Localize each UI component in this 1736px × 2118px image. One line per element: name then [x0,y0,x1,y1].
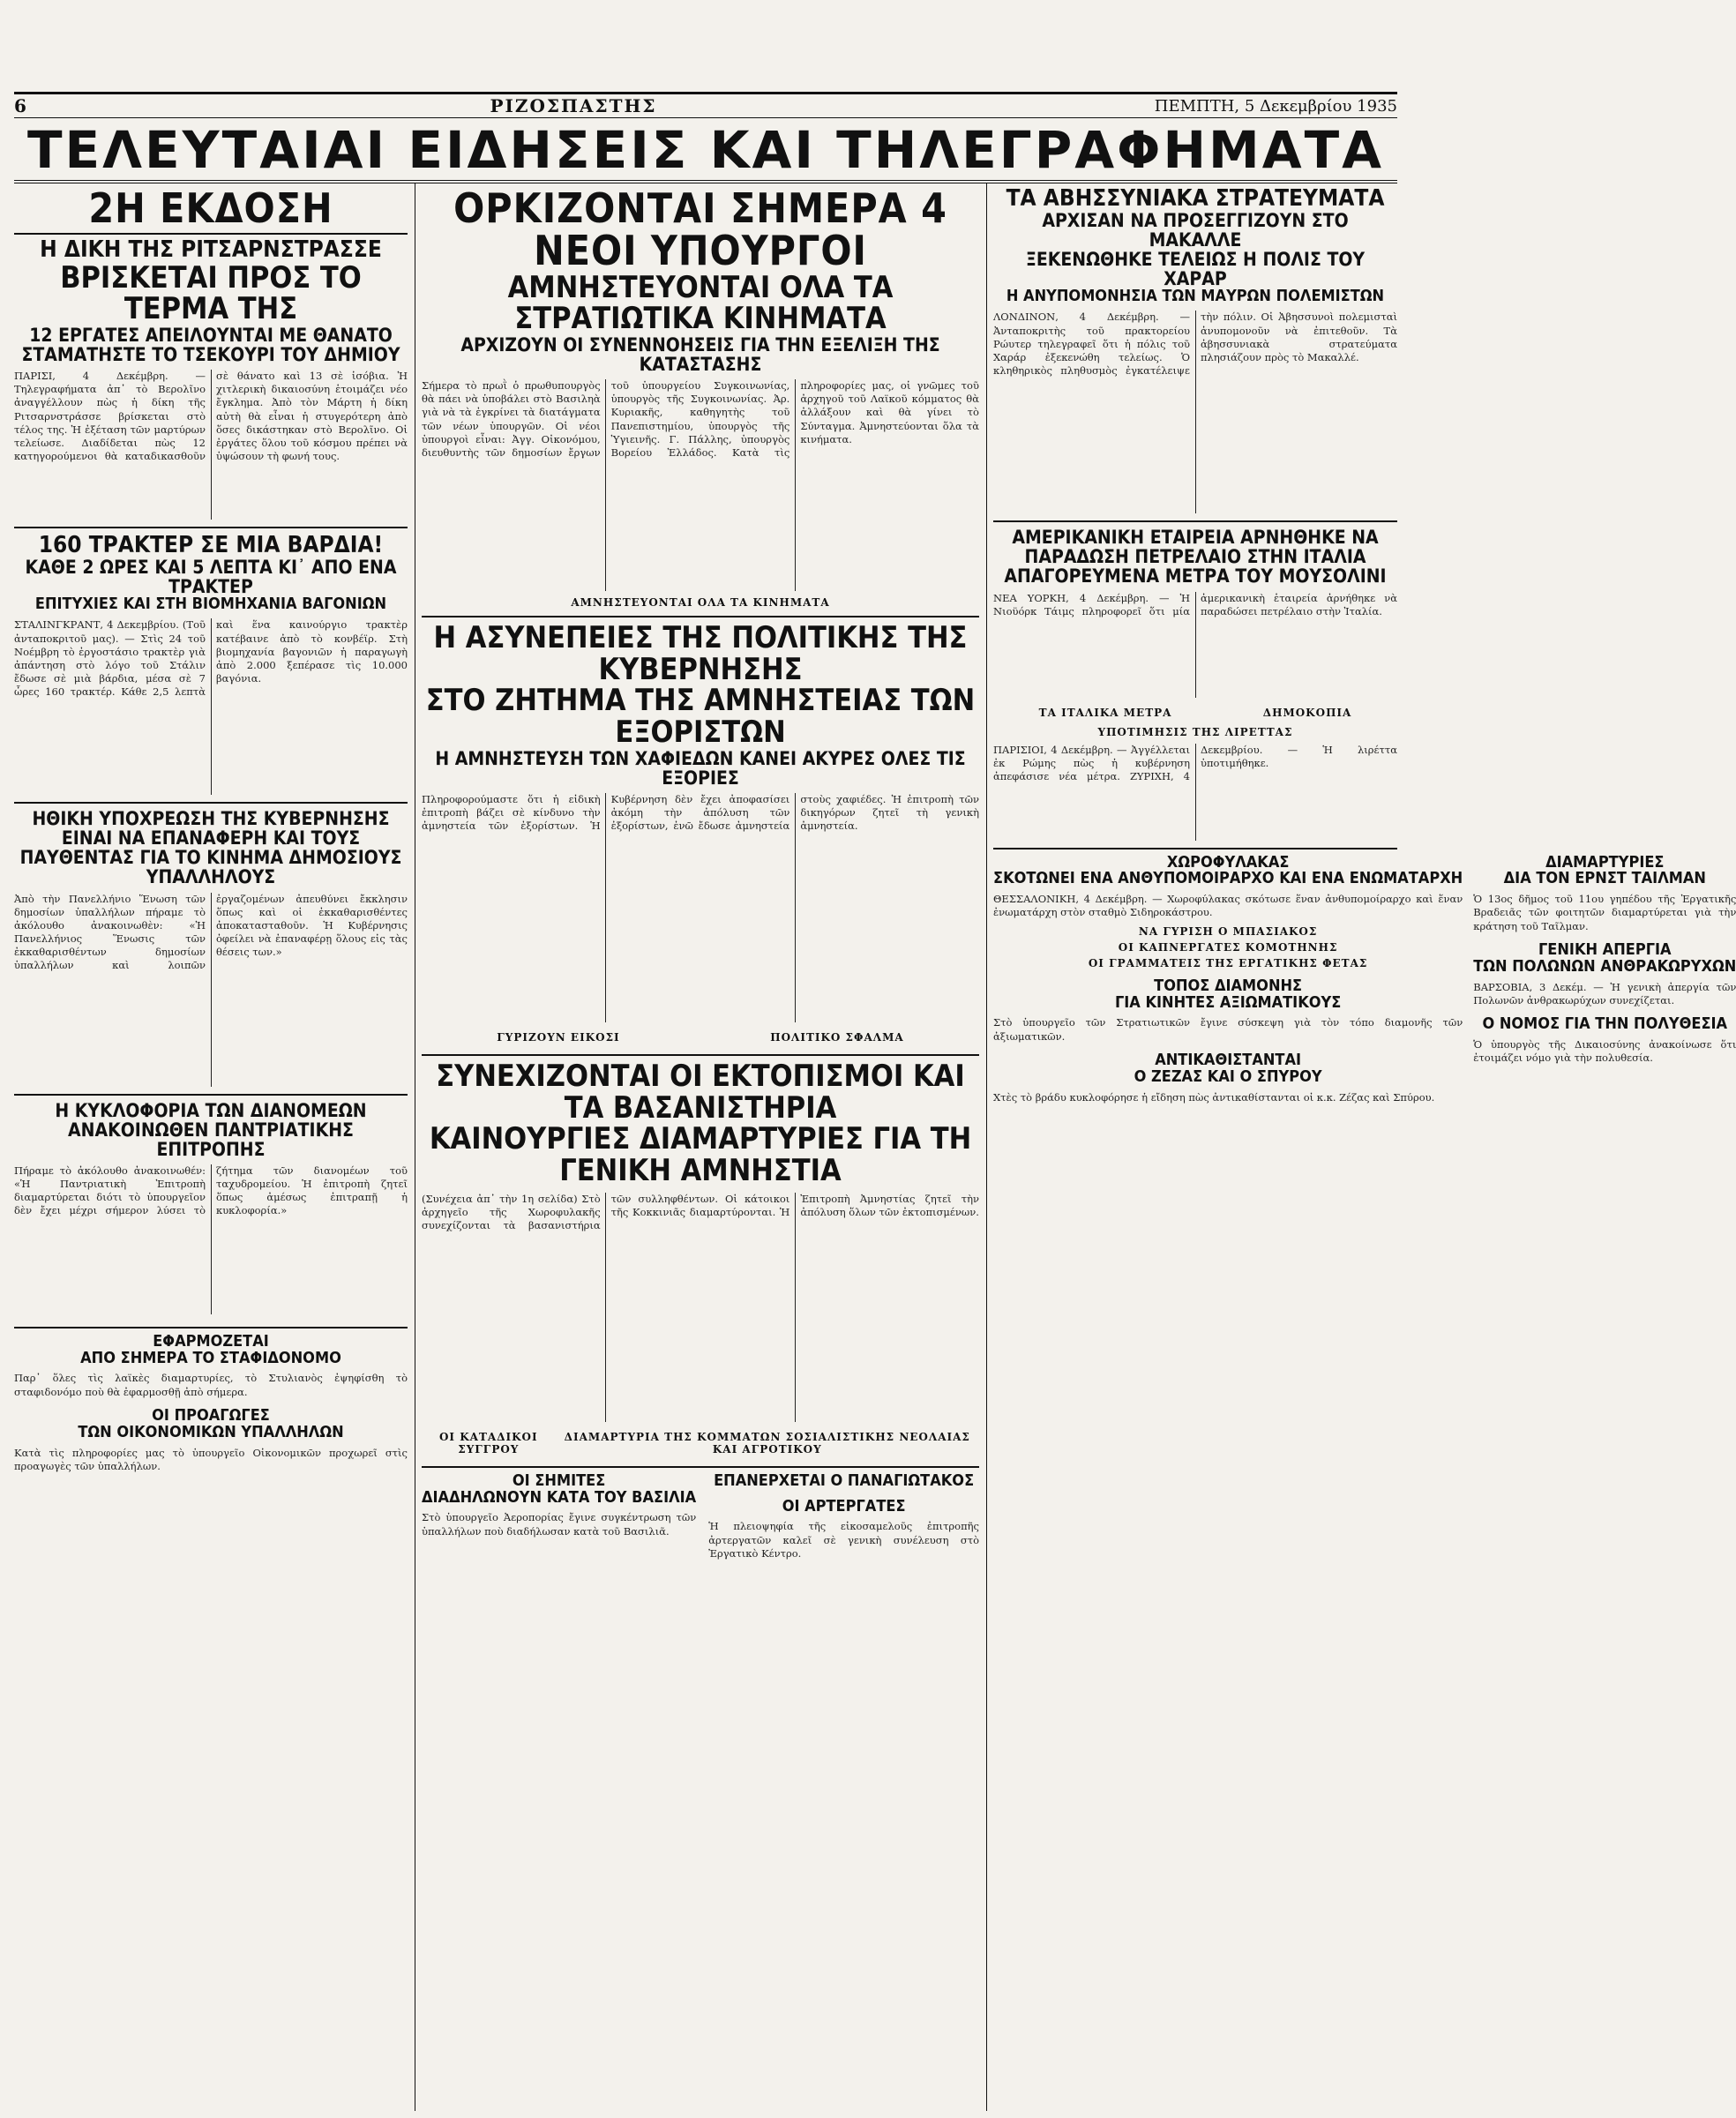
headline: 160 ΤΡΑΚΤΕΡ ΣΕ ΜΙΑ ΒΑΡΔΙΑ! [38,532,384,559]
headline: ΟΙ ΣΗΜΙΤΕΣ [512,1471,606,1490]
article-text: Κατὰ τὶς πληροφορίες μας τὸ ὑπουργεῖο Οἰκονομικῶν προχωρεῖ στὶς προαγωγὲς τῶν ὑπαλλήλων. [14,1446,408,1472]
headline: Η ΚΥΚΛΟΦΟΡΙΑ ΤΩΝ ΔΙΑΝΟΜΕΩΝ ΑΝΑΚΟΙΝΩΘΕΝ ΠΑΝΤΡΙΑΤΙΚΗΣ ΕΠΙΤΡΟΠΗΣ [55,1099,367,1160]
article-text: ΣΤΑΛΙΝΓΚΡΑΝΤ, 4 Δεκεμβρίου. (Τοῦ ἀνταποκριτοῦ μας). — Στὶς 24 τοῦ Νοέμβρη τὸ ἐργοστάσιο τρακτὲρ γιὰ ἀπάντηση στὸ λόγο τοῦ Στάλιν ἔδωσε σὲ μιὰ βάρδια, μέσα σὲ 7 ὧρες 160 τρακτέρ. Κάθε 2,5 λεπτὰ καὶ ἕνα καινούργιο τρακτὲρ κατέβαινε ἀπὸ τὸ κονβέϊρ. Στὴ βιομηχανία βαγονιῶν ἡ παραγωγὴ ἀπὸ 2.000 ξεπέρασε τὶς 10.000 βαγόνια. [14,618,408,699]
headline: ΤΑ ΑΒΗΣΣΥΝΙΑΚΑ ΣΤΡΑΤΕΥΜΑΤΑ [1006,185,1385,212]
headline: ΟΡΚΙΖΟΝΤΑΙ ΣΗΜΕΡΑ 4 ΝΕΟΙ ΥΠΟΥΡΓΟΙ [453,184,947,275]
headline: ΔΙΑΜΑΡΤΥΡΙΕΣ [1545,852,1665,872]
headline: ΑΡΧΙΖΟΥΝ ΟΙ ΣΥΝΕΝΝΟΗΣΕΙΣ ΓΙΑ ΤΗΝ ΕΞΕΛΙΞΗ ΤΗΣ ΚΑΤΑΣΤΑΣΗΣ [460,333,940,376]
article-text: ΠΑΡΙΣΙΟΙ, 4 Δεκέμβρη. — Ἀγγέλλεται ἐκ Ρώμης πὼς ἡ κυβέρνηση ἀπεφάσισε νέα μέτρα. ΖΥΡΙΧΗ, 4 Δεκεμβρίου. — Ἡ λιρέττα ὑποτιμήθηκε. [993,743,1397,782]
headline: ΑΜΝΗΣΤΕΥΟΝΤΑΙ ΟΛΑ ΤΑ ΣΤΡΑΤΙΩΤΙΚΑ ΚΙΝΗΜΑΤΑ [507,269,894,337]
headline: Η ΔΙΚΗ ΤΗΣ ΡΙΤΣΑΡΝΣΤΡΑΣΣΕ [40,236,382,264]
running-header [14,92,1397,118]
headline: ΣΚΟΤΩΝΕΙ ΕΝΑ ΑΝΘΥΠΟΜΟΙΡΑΡΧΟ ΚΑΙ ΕΝΑ ΕΝΩΜΑΤΑΡΧΗ [993,869,1463,888]
article-text: (Συνέχεια ἀπ᾽ τὴν 1η σελίδα) Στὸ ἀρχηγεῖο τῆς Χωροφυλακῆς συνεχίζονται τὰ βασανιστήρια τῶν συλληφθέντων. Οἱ κάτοικοι τῆς Κοκκινιᾶς διαμαρτύρονται. Ἡ Ἐπιτροπὴ Ἀμνηστίας ζητεῖ τὴν ἀπόλυση ὅλων τῶν ἐκτοπισμένων. [422,1192,979,1231]
article-text: Ἀπὸ τὴν Πανελλήνιο Ἕνωση τῶν δημοσίων ὑπαλλήλων πήραμε τὸ ἀκόλουθο ἀνακοινωθὲν: «Ἡ Πανελλήνιος Ἕνωσις τῶν ἐκκαθαρισθέντων δημοσίων ὑπαλλήλων καὶ λοιπῶν ἐργαζομένων ἀπευθύνει ἔκκλησιν ὅπως καὶ οἱ ἐκκαθαρισθέντες ἀποκατασταθοῦν. Ἡ Κυβέρνησις ὀφείλει νὰ ἐπαναφέρῃ ὅλους εἰς τὰς θέσεις των.» [14,892,408,972]
headline: ΔΙΑΔΗΛΩΝΟΥΝ ΚΑΤΑ ΤΟΥ ΒΑΣΙΛΙΑ [422,1487,697,1507]
headline: ΕΠΙΤΥΧΙΕΣ ΚΑΙ ΣΤΗ ΒΙΟΜΗΧΑΝΙΑ ΒΑΓΟΝΙΩΝ [34,595,387,614]
article-text: Χτὲς τὸ βράδυ κυκλοφόρησε ἡ εἴδηση πὼς ἀντικαθίστανται οἱ κ.κ. Ζέζας καὶ Σπύρου. [993,1090,1435,1104]
subheading: ΑΜΝΗΣΤΕΥΟΝΤΑΙ ΟΛΑ ΤΑ ΚΙΝΗΜΑΤΑ [571,596,830,610]
subheading: ΟΙ ΚΑΠΝΕΡΓΑΤΕΣ ΚΟΜΟΤΗΝΗΣ [1118,940,1338,954]
issue-date: ΠΕΜΠΤΗ, 5 Δεκεμβρίου 1935 [1154,96,1397,116]
article-text: Στὸ ὑπουργεῖο Ἀεροπορίας ἔγινε συγκέντρωση τῶν ὑπαλλήλων ποὺ διαδήλωσαν κατὰ τοῦ Βασιλιᾶ. [422,1511,697,1538]
column-divider [986,183,987,2111]
subheading: ΠΟΛΙΤΙΚΟ ΣΦΑΛΜΑ [770,1030,904,1044]
headline: ΚΑΘΕ 2 ΩΡΕΣ ΚΑΙ 5 ΛΕΠΤΑ ΚΙ᾽ ΑΠΟ ΕΝΑ ΤΡΑΚΤΕΡ [25,557,397,598]
headline: Η ΑΣΥΝΕΠΕΙΕΣ ΤΗΣ ΠΟΛΙΤΙΚΗΣ ΤΗΣ ΚΥΒΕΡΝΗΣΗΣ [433,620,968,687]
article-text: ΠΑΡΙΣΙ, 4 Δεκέμβρη. — Τηλεγραφήματα ἀπ᾽ τὸ Βερολῖνο ἀναγγέλλουν πὼς ἡ δίκη τῆς Ριτσαρνστράσσε βρίσκεται στὸ τέλος της. Ἡ ἐξέταση τῶν μαρτύρων τελείωσε. Διαδίδεται πὼς 12 κατηγορούμενοι θὰ καταδικασθοῦν σὲ θάνατο καὶ 13 σὲ ἰσόβια. Ἡ χιτλερικὴ δικαιοσύνη ἑτοιμάζει νέο ἔγκλημα. Ἀπὸ τὸν Μάρτη ἡ δίκη αὐτὴ θὰ εἶναι ἡ στυγερότερη ἀπὸ ὅσες δικάστηκαν στὸ Βερολῖνο. Οἱ ἐργάτες ὅλου τοῦ κόσμου πρέπει νὰ ὑψώσουν τὴ φωνή τους. [14,370,408,463]
article-text: Ὁ ὑπουργὸς τῆς Δικαιοσύνης ἀνακοίνωσε ὅτι ἐτοιμάζει νόμο γιὰ τὴν πολυθεσία. [1473,1037,1736,1064]
headline: ΑΝΤΙΚΑΘΙΣΤΑΝΤΑΙ [1155,1050,1302,1069]
article-text: Ἡ πλειοψηφία τῆς εἰκοσαμελοῦς ἐπιτροπῆς ἀρτεργατῶν καλεῖ σὲ γενικὴ συνέλευση στὸ Ἐργατικὸ Κέντρο. [708,1520,979,1560]
headline: Η ΑΝΥΠΟΜΟΝΗΣΙΑ ΤΩΝ ΜΑΥΡΩΝ ΠΟΛΕΜΙΣΤΩΝ [1006,287,1385,306]
headline: ΞΕΚΕΝΩΘΗΚΕ ΤΕΛΕΙΩΣ Η ΠΟΛΙΣ ΤΟΥ ΧΑΡΑΡ [1025,249,1366,290]
headline: ΑΜΕΡΙΚΑΝΙΚΗ ΕΤΑΙΡΕΙΑ ΑΡΝΗΘΗΚΕ ΝΑ ΠΑΡΑΔΩΣΗ ΠΕΤΡΕΛΑΙΟ ΣΤΗΝ ΙΤΑΛΙΑ [1012,527,1379,568]
headline: ΟΙ ΑΡΤΕΡΓΑΤΕΣ [782,1496,906,1516]
headline: ΔΙΑ ΤΟΝ ΕΡΝΣΤ ΤΑΙΛΜΑΝ [1503,869,1706,888]
subheading: ΔΙΑΜΑΡΤΥΡΙΑ ΤΗΣ ΚΟΜΜΑΤΩΝ ΣΟΣΙΑΛΙΣΤΙΚΗΣ ΝΕΟΛΑΙΑΣ ΚΑΙ ΑΓΡΟΤΙΚΟΥ [564,1430,970,1456]
headline: ΚΑΙΝΟΥΡΓΙΕΣ ΔΙΑΜΑΡΤΥΡΙΕΣ ΓΙΑ ΤΗ ΓΕΝΙΚΗ ΑΜΝΗΣΤΙΑ [429,1121,972,1188]
headline: ΟΙ ΠΡΟΑΓΩΓΕΣ [152,1405,270,1425]
article-text: Πήραμε τὸ ἀκόλουθο ἀνακοινωθέν: «Ἡ Παντριατικὴ Ἐπιτροπὴ διαμαρτύρεται διότι τὸ ὑπουργεῖον δὲν ἔχει μέχρι σήμερον λύσει τὸ ζήτημα τῶν διανομέων τοῦ ταχυδρομείου. Ἡ ἐπιτροπὴ ζητεῖ ὅπως ἀμέσως ἐπιτραπῇ ἡ κυκλοφορία.» [14,1164,408,1217]
headline: ΣΤΟ ΖΗΤΗΜΑ ΤΗΣ ΑΜΝΗΣΤΕΙΑΣ ΤΩΝ ΕΞΟΡΙΣΤΩΝ [425,683,976,751]
left-column [14,184,408,2110]
headline: ΧΩΡΟΦΥΛΑΚΑΣ [1166,852,1290,872]
headline: ΣΥΝΕΧΙΖΟΝΤΑΙ ΟΙ ΕΚΤΟΠΙΣΜΟΙ ΚΑΙ ΤΑ ΒΑΣΑΝΙΣΤΗΡΙΑ [436,1058,965,1126]
headline: ΒΡΙΣΚΕΤΑΙ ΠΡΟΣ ΤΟ ΤΕΡΜΑ ΤΗΣ [60,259,362,327]
subheading: ΥΠΟΤΙΜΗΣΙΣ ΤΗΣ ΛΙΡΕΤΤΑΣ [1097,725,1293,738]
article-text: ΛΟΝΔΙΝΟΝ, 4 Δεκέμβρη. — Ἀνταποκριτὴς τοῦ πρακτορείου Ρώυτερ τηλεγραφεῖ ὅτι ἡ πόλις τοῦ Χαράρ ἐξεκενώθη τελείως. Ὁ κληθηρικὸς πληθυσμὸς ἐγκατέλειψε τὴν πόλιν. Οἱ Ἀβησσυνοὶ πολεμισταὶ ἀνυπομονοῦν νὰ ἐπιτεθοῦν. Τὰ ἀβησσυνιακὰ στρατεύματα πλησιάζουν πρὸς τὸ Μακαλλέ. [993,311,1397,378]
headline: ΣΤΑΜΑΤΗΣΤΕ ΤΟ ΤΣΕΚΟΥΡΙ ΤΟΥ ΔΗΜΙΟΥ [21,344,400,366]
headline: Ο ΝΟΜΟΣ ΓΙΑ ΤΗΝ ΠΟΛΥΘΕΣΙΑ [1482,1014,1728,1033]
article-text: Στὸ ὑπουργεῖο τῶν Στρατιωτικῶν ἔγινε σύσκεψη γιὰ τὸν τόπο διαμονῆς τῶν ἀξιωματικῶν. [993,1016,1463,1043]
subheading: ΟΙ ΓΡΑΜΜΑΤΕΙΣ ΤΗΣ ΕΡΓΑΤΙΚΗΣ ΦΕΤΑΣ [1088,956,1368,969]
page-number: 6 [14,95,26,116]
headline: ΗΘΙΚΗ ΥΠΟΧΡΕΩΣΗ ΤΗΣ ΚΥΒΕΡΝΗΣΗΣ ΕΙΝΑΙ ΝΑ ΕΠΑΝΑΦΕΡΗ ΚΑΙ ΤΟΥΣ ΠΑΥΘΕΝΤΑΣ ΓΙΑ ΤΟ ΚΙΝΗΜΑ ΔΗΜΟΣΙΟΥΣ ΥΠΑΛΛΗΛΟΥΣ [19,808,402,888]
subheading: ΤΑ ΙΤΑΛΙΚΑ ΜΕΤΡΑ [1038,706,1172,719]
article-text: Ὁ 13ος δῆμος τοῦ 11ου γηπέδου τῆς Ἐργατικῆς Βραδειᾶς τῶν φοιτητῶν διαμαρτύρεται γιὰ τὴν κράτηση τοῦ Ταῖλμαν. [1473,893,1736,932]
article-text: ΝΕΑ ΥΟΡΚΗ, 4 Δεκέμβρη. — Ἡ Νιοϋόρκ Τάιμς πληροφορεῖ ὅτι μία ἀμερικανικὴ ἑταιρεία ἀρνήθηκε νὰ παραδώσει πετρέλαιο στὴν Ἰταλία. [993,591,1397,617]
headline: ΓΕΝΙΚΗ ΑΠΕΡΓΙΑ [1538,939,1672,959]
headline: ΑΠΑΓΟΡΕΥΜΕΝΑ ΜΕΤΡΑ ΤΟΥ ΜΟΥΣΟΛΙΝΙ [1004,565,1387,588]
right-column [993,185,1736,2110]
subheading: ΝΑ ΓΥΡΙΣΗ Ο ΜΠΑΣΙΑΚΟΣ [1138,924,1318,938]
headline: ΑΠΟ ΣΗΜΕΡΑ ΤΟ ΣΤΑΦΙΔΟΝΟΜΟ [80,1348,341,1367]
headline: ΤΟΠΟΣ ΔΙΑΜΟΝΗΣ [1154,976,1303,995]
headline: 12 ΕΡΓΑΤΕΣ ΑΠΕΙΛΟΥΝΤΑΙ ΜΕ ΘΑΝΑΤΟ [29,324,393,346]
article-text: ΘΕΣΣΑΛΟΝΙΚΗ, 4 Δεκέμβρη. — Χωροφύλακας σκότωσε ἕναν ἀνθυπομοίραρχο καὶ ἕναν ἐνωματάρχη στὸν σταθμὸ Σιδηροκάστρου. [993,893,1463,919]
center-column [422,184,979,2110]
divider [14,233,408,235]
article-text: ΒΑΡΣΟΒΙΑ, 3 Δεκέμ. — Ἡ γενικὴ ἀπεργία τῶν Πολωνῶν ἀνθρακωρύχων συνεχίζεται. [1473,980,1736,1007]
headline: ΕΠΑΝΕΡΧΕΤΑΙ Ο ΠΑΝΑΓΙΩΤΑΚΟΣ [714,1471,975,1490]
headline: ΤΩΝ ΠΟΛΩΝΩΝ ΑΝΘΡΑΚΩΡΥΧΩΝ [1473,956,1736,976]
headline: ΑΡΧΙΣΑΝ ΝΑ ΠΡΟΣΕΓΓΙΖΟΥΝ ΣΤΟ ΜΑΚΑΛΛΕ [1042,210,1349,251]
headline: Η ΑΜΝΗΣΤΕΥΣΗ ΤΩΝ ΧΑΦΙΕΔΩΝ ΚΑΝΕΙ ΑΚΥΡΕΣ ΟΛΕΣ ΤΙΣ ΕΞΟΡΙΕΣ [435,747,966,789]
article-text: Πληροφορούμαστε ὅτι ἡ εἰδικὴ ἐπιτροπὴ βάζει σὲ κίνδυνο τὴν ἀμνηστεία τῶν ἐξορίστων. Ἡ Κυβέρνηση δὲν ἔχει ἀποφασίσει ἀκόμη τὴν ἀπόλυση τῶν ἐξορίστων, ἐνῶ ἔδωσε ἀμνηστεία στοὺς χαφιέδες. Ἡ ἐπιτροπὴ τῶν δικηγόρων ζητεῖ τὴ γενικὴ ἀμνηστεία. [422,792,979,833]
headline: ΤΩΝ ΟΙΚΟΝΟΜΙΚΩΝ ΥΠΑΛΛΗΛΩΝ [78,1422,344,1441]
subheading: ΓΥΡΙΖΟΥΝ ΕΙΚΟΣΙ [497,1030,620,1044]
headline: ΓΙΑ ΚΙΝΗΤΕΣ ΑΞΙΩΜΑΤΙΚΟΥΣ [1114,992,1342,1012]
article-text: Παρ᾽ ὅλες τὶς λαϊκὲς διαμαρτυρίες, τὸ Στυλιανὸς ἐψηφίσθη τὸ σταφιδονόμο ποὺ θὰ ἐφαρμοσθῇ ἀπὸ σήμερα. [14,1372,408,1398]
headline: Ο ΖΕΖΑΣ ΚΑΙ Ο ΣΠΥΡΟΥ [1134,1066,1322,1086]
article-text: Σήμερα τὸ πρωῒ ὁ πρωθυπουργὸς θὰ πάει νὰ ὑποβάλει στὸ Βασιληὰ γιὰ νὰ τὰ ἐγκρίνει τὰ διατάγματα τῶν νέων ὑπουργῶν. Οἱ νέοι ὑπουργοὶ εἶναι: Ἀγγ. Οἰκονόμου, διευθυντὴς τῶν δημοσίων ἔργων τοῦ ὑπουργείου Συγκοινωνίας, ὑπουργὸς τῆς Συγκοινωνίας. Ἀρ. Κυριακῆς, καθηγητὴς τοῦ Πανεπιστημίου, ὑπουργὸς τῆς Ὑγιεινῆς. Γ. Πάλλης, ὑπουργὸς Βορείου Ἑλλάδος. Κατὰ τὶς πληροφορίες μας, οἱ γνῶμες τοῦ ἀρχηγοῦ τοῦ Λαϊκοῦ κόμματος θὰ ἀλλάξουν καὶ θὰ γίνει τὸ Σύνταγμα. Ἀμνηστεύονται ὅλα τὰ κινήματα. [422,379,979,459]
subheading: ΟΙ ΚΑΤΑΔΙΚΟΙ ΣΥΓΓΡΟΥ [438,1430,538,1456]
subheading: ΔΗΜΟΚΟΠΙΑ [1262,706,1352,719]
edition-marker: 2Η ΕΚΔΟΣΗ [88,184,333,232]
section-banner: ΤΕΛΕΥΤΑΙΑΙ ΕΙΔΗΣΕΙΣ ΚΑΙ ΤΗΛΕΓΡΑΦΗΜΑΤΑ [14,120,1397,183]
headline: ΕΦΑΡΜΟΖΕΤΑΙ [153,1331,269,1351]
paper-name: ΡΙΖΟΣΠΑΣΤΗΣ [490,95,657,116]
